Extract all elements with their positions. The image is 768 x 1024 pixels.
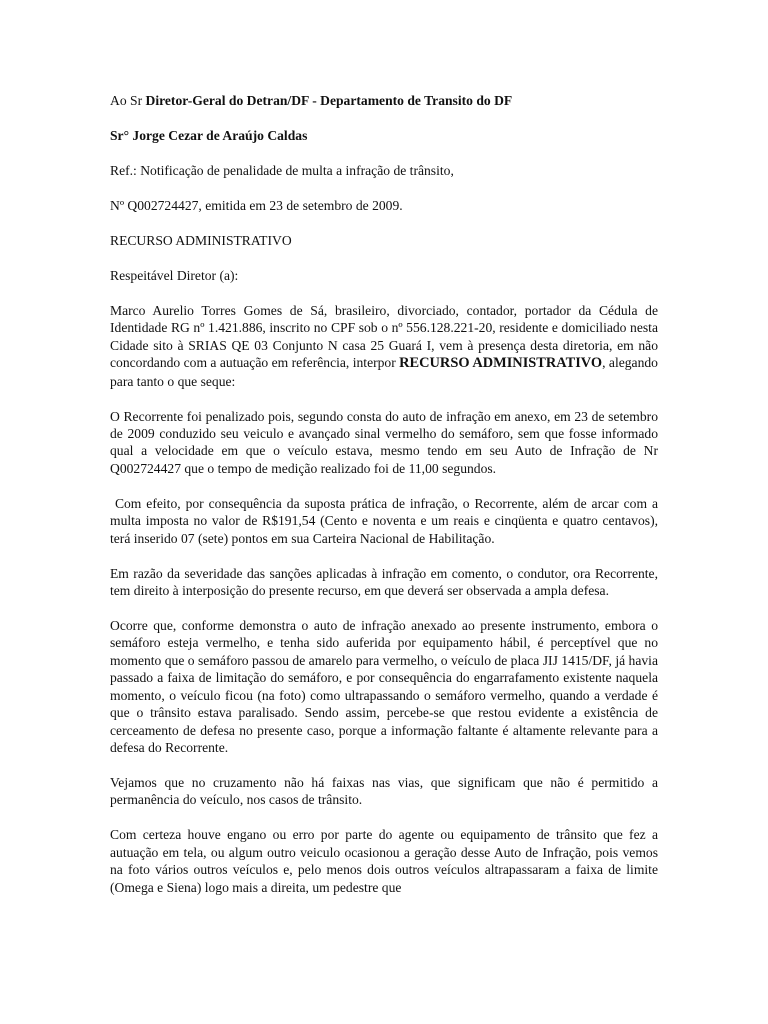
reference-line: Ref.: Notificação de penalidade de multa a infração de trânsito, [110, 163, 454, 178]
addressee-name: Diretor-Geral do Detran/DF - Departamento de Transito do DF [145, 93, 513, 108]
paragraph-identification [110, 302, 658, 390]
addressee-line [110, 92, 658, 109]
paragraph-consequence: Com efeito, por consequência da suposta prática de infração, o Recorrente, além de arcar com a multa imposta no valor de R$191,54 (Cento e noventa e um reais e cinqüenta e quatro centavos), terá inserido 07 (sete) pontos em sua Carteira Nacional de Habilitação. [110, 495, 662, 546]
notice-number-line: Nº Q002724427, emitida em 23 de setembro de 2009. [110, 198, 403, 213]
paragraph-identification-end: , alegando para tanto o que seque: [110, 355, 658, 389]
greeting: Respeitável Diretor (a): [110, 268, 239, 283]
paragraph-penalty: O Recorrente foi penalizado pois, segundo consta do auto de infração em anexo, em 23 de setembro de 2009 conduzido seu veiculo e avançado sinal vermelho do semáforo, sem que fosse informado qual a velocidade em que o veículo estava, mesmo tendo em seu Auto de Infração de Nr Q002724427 que o tempo de medição realizado foi de 11,00 segundos. [110, 408, 658, 476]
paragraph-right-to-appeal: Em razão da severidade das sanções aplicadas à infração em comento, o condutor, ora Recorrente, tem direito à interposição do presente recurso, em que deverá ser observada a ampla defesa. [110, 565, 658, 599]
salutation-prefix: Ao Sr [110, 93, 146, 108]
paragraph-identification-text: Marco Aurelio Torres Gomes de Sá, brasileiro, divorciado, contador, portador da Cédula de Identidade RG nº 1.421.886, inscrito no CPF sob o nº 556.128.221-20, residente e domiciliado nesta Cidade sito à SRIAS QE 03 Conjunto N casa 25 Guará I, vem à presença desta diretoria, em não concordando com a autuação em referência, interpor [110, 303, 658, 371]
recipient-name: Sr° Jorge Cezar de Araújo Caldas [110, 128, 308, 143]
paragraph-error: Com certeza houve engano ou erro por parte do agente ou equipamento de trânsito que fez a autuação em tela, ou algum outro veiculo ocasionou a geração desse Auto de Infração, pois vemos na foto vários outros veículos e, pelo menos dois outros veículos altrapassaram a faixa de limite (Omega e Siena) logo mais a direita, um pedestre que [110, 827, 658, 895]
paragraph-identification-bold: RECURSO ADMINISTRATIVO [399, 355, 603, 372]
document-page [110, 92, 662, 896]
document-title: RECURSO ADMINISTRATIVO [110, 233, 292, 248]
paragraph-argument: Ocorre que, conforme demonstra o auto de infração anexado ao presente instrumento, embora o semáforo esteja vermelho, e tenha sido auferida por equipamento hábil, é perceptível que no momento que o semáforo passou de amarelo para vermelho, o veículo de placa JIJ 1415/DF, já havia passado a faixa de limitação do semáforo, e por consequência do engarrafamento existente naquela momento, o veículo ficou (na foto) como ultrapassando o semáforo vermelho, quando a verdade é que o trânsito estava paralisado. Sendo assim, percebe-se que restou evidente a existência de cerceamento de defesa no presente caso, porque a informação faltante é altamente relevante para a defesa do Recorrente. [110, 618, 658, 755]
paragraph-crossing: Vejamos que no cruzamento não há faixas nas vias, que significam que não é permitido a permanência do veículo, nos casos de trânsito. [110, 774, 658, 808]
